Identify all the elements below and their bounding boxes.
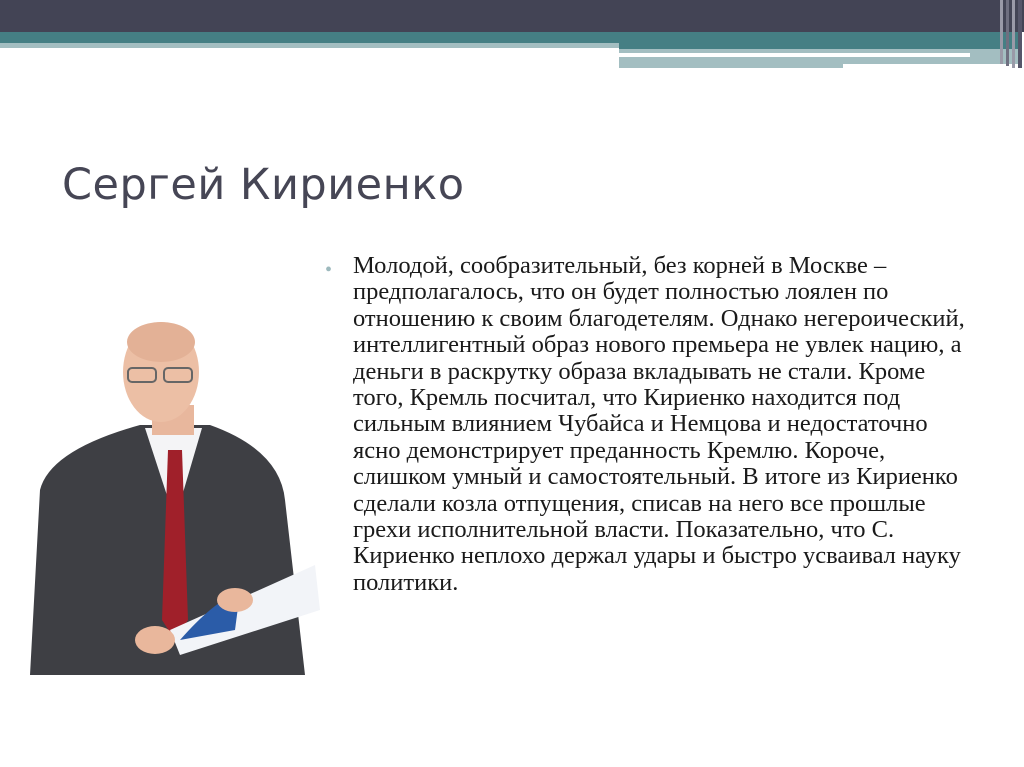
hand-left — [135, 626, 175, 654]
portrait-photo — [30, 310, 320, 675]
bullet-text: Молодой, сообразительный, без корней в Москве – предполагалось, что он будет полностью лоялен по отношению к своим благодетелям. Однако негероический, интеллигентный образ нового премьера не увлек нацию, а деньги в раскрутку образа вкладывать не стали. Кроме того, Кремль посчитал, что Кириенко находится под сильным влиянием Чубайса и Немцова и недостаточно ясно демонстрирует преданность Кремлю. Короче, слишком умный и самостоятельный. В итоге из Кириенко сделали козла отпущения, списав на него все прошлые грехи исполнительной власти. Показательно, что С. Кириенко неплохо держал удары и быстро усваивал науку политики. — [353, 252, 965, 596]
header-band-light-tail — [619, 64, 843, 68]
header-band-light-lower — [619, 57, 1018, 64]
header-stripe — [1000, 0, 1003, 64]
hand-right — [217, 588, 253, 612]
header-band-dark — [0, 0, 1024, 32]
head-top — [127, 322, 195, 362]
header-stripe — [1012, 0, 1015, 68]
header-stripe — [1006, 0, 1009, 66]
header-band-teal — [0, 32, 1018, 43]
slide-title: Сергей Кириенко — [62, 160, 465, 210]
bullet-marker: • — [325, 259, 333, 281]
header-stripe — [1018, 0, 1022, 68]
header-band-light — [0, 43, 619, 48]
